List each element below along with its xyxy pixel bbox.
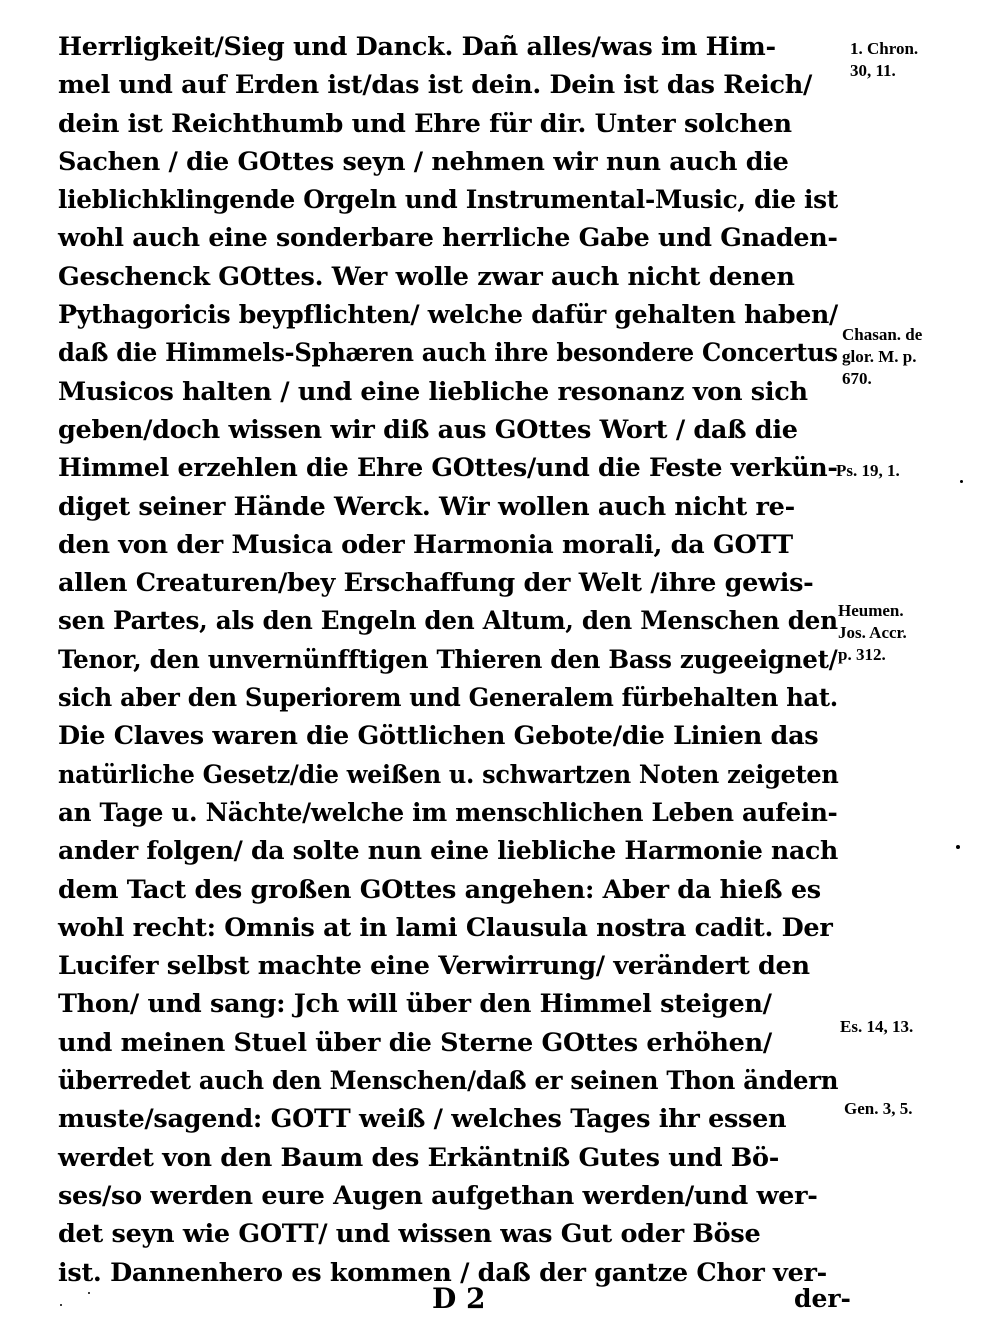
text-line: Geschenck GOttes. Wer wolle zwar auch nicht denen — [58, 261, 795, 292]
text-line: dem Tact des großen GOttes angehen: Aber da hieß es — [58, 874, 821, 905]
text-line: det seyn wie GOTT/ und wissen was Gut oder Böse — [58, 1219, 761, 1250]
margin-note-heumen — [838, 600, 907, 666]
text-line: Lucifer selbst machte eine Verwirrung/ verändert den — [58, 951, 810, 982]
text-line: und meinen Stuel über die Sterne GOttes erhöhen/ — [58, 1027, 772, 1058]
text-line: lieblichklingende Orgeln und Instrumental-Music, die ist — [58, 185, 838, 216]
text-line: mel und auf Erden ist/das ist dein. Dein ist das Reich/ — [58, 70, 812, 101]
text-line: allen Creaturen/bey Erschaffung der Welt /ihre gewis- — [58, 568, 814, 599]
page-footer — [0, 1282, 1000, 1318]
text-line: sen Partes, als den Engeln den Altum, den Menschen den — [58, 606, 838, 637]
text-line: ander folgen/ da solte nun eine liebliche Harmonie nach — [58, 836, 838, 867]
text-line: Herrligkeit/Sieg und Danck. Dañ alles/was im Him- — [58, 32, 776, 62]
text-line: überredet auch den Menschen/daß er seinen Thon ändern — [58, 1066, 839, 1097]
margin-note-line: Chasan. de — [842, 325, 923, 344]
text-line: sich aber den Superiorem und Generalem fürbehalten hat. — [58, 683, 838, 714]
text-line: Thon/ und sang: Jch will über den Himmel steigen/ — [58, 989, 772, 1020]
text-line: ist. Dannenhero es kommen / daß der gantze Chor ver- — [58, 1257, 827, 1288]
margin-note-psalm — [836, 460, 900, 482]
ink-speck — [88, 1292, 90, 1294]
text-line: wohl recht: Omnis at in lami Clausula nostra cadit. Der — [58, 912, 833, 943]
margin-note-line: Es. 14, 13. — [840, 1017, 914, 1036]
text-line: wohl auch eine sonderbare herrliche Gabe und Gnaden- — [58, 223, 838, 254]
text-line: ses/so werden eure Augen aufgethan werden/und wer- — [58, 1180, 818, 1211]
margin-note-chronicles — [850, 38, 918, 82]
text-line: Himmel erzehlen die Ehre GOttes/und die Feste verkün- — [58, 453, 838, 484]
margin-note-genesis — [844, 1098, 912, 1120]
margin-note-line: Jos. Accr. — [838, 623, 907, 642]
margin-note-line: Ps. 19, 1. — [836, 461, 900, 480]
text-line: daß die Himmels-Sphæren auch ihre besondere Concertus — [58, 338, 838, 369]
margin-note-isaiah — [840, 1016, 913, 1038]
text-line: diget seiner Hände Werck. Wir wollen auch nicht re- — [58, 491, 795, 522]
margin-note-line: 30, 11. — [850, 61, 896, 80]
ink-speck — [956, 845, 960, 849]
text-line: muste/sagend: GOTT weiß / welches Tages ihr essen — [58, 1104, 787, 1135]
text-line: den von der Musica oder Harmonia morali, da GOTT — [58, 529, 793, 560]
text-line: Die Claves waren die Göttlichen Gebote/die Linien das — [58, 721, 819, 752]
text-line: werdet von den Baum des Erkäntniß Gutes und Bö- — [58, 1142, 780, 1173]
text-line: an Tage u. Nächte/welche im menschlichen Leben aufein- — [58, 797, 838, 828]
margin-note-line: 670. — [842, 369, 872, 388]
margin-note-chasan — [842, 324, 922, 390]
margin-note-line: p. 312. — [838, 645, 886, 664]
text-line: natürliche Gesetz/die weißen u. schwartzen Noten zeigeten — [58, 759, 839, 790]
signature-mark: D 2 — [432, 1282, 486, 1315]
text-line: Musicos halten / und eine liebliche resonanz von sich — [58, 376, 808, 407]
text-line: Tenor, den unvernünfftigen Thieren den Bass zugeeignet/ — [58, 644, 838, 675]
margin-note-line: Heumen. — [838, 601, 904, 620]
ink-speck — [960, 480, 963, 483]
catchword: der- — [794, 1284, 851, 1313]
ink-speck — [60, 1304, 62, 1306]
margin-note-line: glor. M. p. — [842, 347, 917, 366]
text-line: dein ist Reichthumb und Ehre für dir. Unter solchen — [58, 108, 792, 139]
margin-note-line: Gen. 3, 5. — [844, 1099, 913, 1118]
margin-note-line: 1. Chron. — [850, 39, 919, 58]
body-text — [58, 28, 838, 1292]
text-line: Pythagoricis beypflichten/ welche dafür gehalten haben/ — [58, 300, 838, 331]
text-line: geben/doch wissen wir diß aus GOttes Wort / daß die — [58, 414, 798, 445]
text-line: Sachen / die GOttes seyn / nehmen wir nun auch die — [58, 146, 789, 177]
